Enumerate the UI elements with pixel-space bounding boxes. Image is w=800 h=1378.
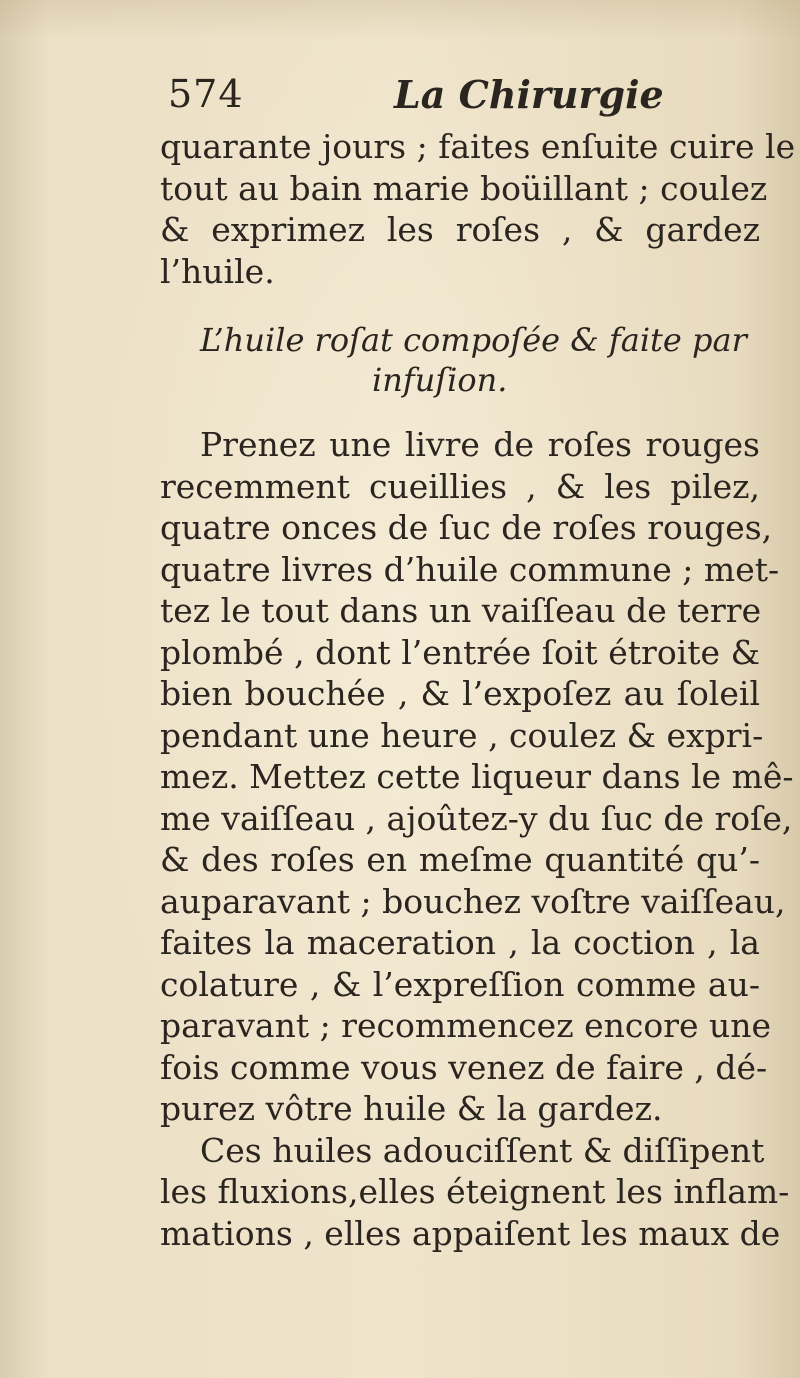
body-text bbox=[160, 126, 796, 1254]
running-title: La Chirurgie bbox=[394, 72, 664, 117]
text-line: & des roſes en meſme quantité qu’- bbox=[160, 840, 760, 879]
section-heading-continued: infuſion. bbox=[372, 361, 508, 399]
text-line: purez vôtre huile & la gardez. bbox=[160, 1089, 663, 1128]
text-line: Prenez une livre de roſes rouges bbox=[200, 425, 760, 464]
text-line: Ces huiles adouciſſent & diſſipent bbox=[200, 1130, 765, 1170]
text-line: faites la maceration , la coction , la bbox=[160, 923, 760, 962]
spacer bbox=[160, 400, 760, 424]
text-line: me vaiſſeau , ajoûtez-y du ſuc de roſe, bbox=[160, 798, 793, 838]
text-line: quatre onces de ſuc de roſes rouges, bbox=[160, 508, 773, 547]
text-line: tez le tout dans un vaiſſeau de terre bbox=[160, 591, 762, 630]
page-header bbox=[168, 72, 748, 120]
text-line: mez. Mettez cette liqueur dans le mê- bbox=[160, 757, 794, 796]
text-line: quarante jours ; faites enſuite cuire le bbox=[160, 127, 796, 166]
text-line: l’huile. bbox=[160, 251, 275, 291]
text-line: tout au bain marie boüillant ; coulez bbox=[160, 168, 768, 208]
text-line: auparavant ; bouchez voſtre vaiſſeau, bbox=[160, 881, 786, 921]
page-number: 574 bbox=[168, 72, 244, 116]
text-line: & exprimez les roſes , & gardez bbox=[160, 210, 760, 249]
page-stain bbox=[0, 0, 800, 40]
text-line: les fluxions,elles éteignent les inflam- bbox=[160, 1172, 790, 1211]
section-heading: L’huile roſat compoſée & faite par bbox=[200, 321, 747, 359]
text-line: paravant ; recommencez encore une bbox=[160, 1006, 772, 1045]
text-line: pendant une heure , coulez & expri- bbox=[160, 715, 764, 755]
text-line: mations , elles appaiſent les maux de bbox=[160, 1213, 781, 1253]
text-line: recemment cueillies , & les pilez, bbox=[160, 466, 760, 506]
text-line: quatre livres d’huile commune ; met- bbox=[160, 549, 780, 589]
text-line: fois comme vous venez de faire , dé- bbox=[160, 1047, 768, 1087]
text-line: colature , & l’expreſſion comme au- bbox=[160, 964, 760, 1004]
text-line: plombé , dont l’entrée ſoit étroite & bbox=[160, 632, 760, 672]
text-line: bien bouchée , & l’expoſez au ſoleil bbox=[160, 674, 760, 713]
